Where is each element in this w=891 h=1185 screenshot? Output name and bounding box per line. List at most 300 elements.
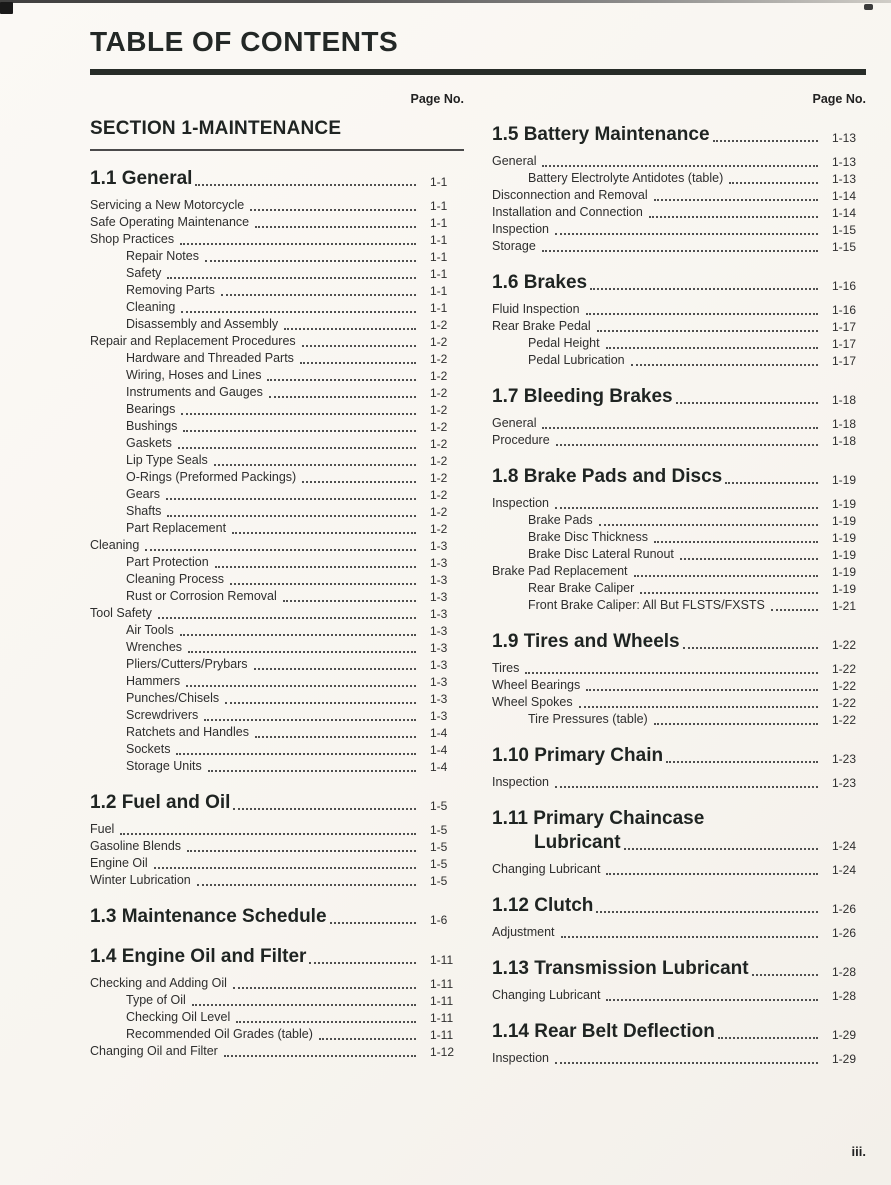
toc-entry-page-number: 1-19 xyxy=(832,582,857,596)
dot-leader xyxy=(752,974,818,976)
toc-entry-row xyxy=(90,673,464,690)
toc-entry-label: Cleaning xyxy=(90,538,140,552)
dot-leader xyxy=(302,345,416,347)
toc-entry-row xyxy=(90,316,464,333)
toc-entry-row xyxy=(90,520,464,537)
dot-leader xyxy=(300,362,416,364)
dot-leader xyxy=(597,330,818,332)
toc-heading-label: 1.5 Battery Maintenance xyxy=(492,124,710,145)
dot-leader xyxy=(232,532,416,534)
toc-entry-page-number: 1-3 xyxy=(430,641,448,655)
dot-leader xyxy=(634,575,819,577)
toc-entry-page-number: 1-1 xyxy=(430,267,448,281)
toc-heading-line1: 1.11 Primary Chaincase xyxy=(492,808,705,829)
scan-artifact-top-edge xyxy=(0,0,891,3)
toc-entry-page-number: 1-3 xyxy=(430,624,448,638)
toc-entry-row xyxy=(90,435,464,452)
toc-entry-row xyxy=(90,758,464,775)
dot-leader xyxy=(590,288,818,290)
toc-entry-page-number: 1-1 xyxy=(430,216,448,230)
toc-entry-row xyxy=(492,318,866,335)
dot-leader xyxy=(555,233,818,235)
toc-entry-label: Repair and Replacement Procedures xyxy=(90,334,296,348)
toc-entry-row xyxy=(90,197,464,214)
toc-entry-page-number: 1-3 xyxy=(430,556,448,570)
toc-heading-page-number: 1-5 xyxy=(430,799,448,813)
toc-entry-row xyxy=(492,335,866,352)
toc-entry-label: Brake Pad Replacement xyxy=(492,564,628,578)
toc-entry-row xyxy=(90,486,464,503)
toc-entry-row xyxy=(492,432,866,449)
toc-heading-label: 1.8 Brake Pads and Discs xyxy=(492,466,723,487)
toc-entry-label: Pedal Lubrication xyxy=(528,353,625,367)
toc-entry-row xyxy=(492,221,866,238)
toc-block xyxy=(492,744,866,791)
toc-entry-label: General xyxy=(492,154,537,168)
toc-entry-row xyxy=(90,571,464,588)
dot-leader xyxy=(683,647,818,649)
dot-leader xyxy=(255,226,416,228)
toc-entry-label: Checking and Adding Oil xyxy=(90,976,227,990)
toc-entry-label: Battery Electrolyte Antidotes (table) xyxy=(528,171,724,185)
toc-entry-page-number: 1-11 xyxy=(430,1028,454,1042)
toc-entry-label: Installation and Connection xyxy=(492,205,643,219)
toc-entry-label: Adjustment xyxy=(492,925,555,939)
toc-heading-row xyxy=(492,123,866,147)
toc-entry-page-number: 1-16 xyxy=(832,303,857,317)
toc-entry-label: Instruments and Gauges xyxy=(126,385,263,399)
toc-entry-row xyxy=(90,503,464,520)
toc-entry-label: Gasoline Blends xyxy=(90,839,182,853)
toc-entry-row xyxy=(492,238,866,255)
toc-column-left xyxy=(90,77,464,1071)
toc-block xyxy=(492,123,866,255)
toc-heading-row xyxy=(492,465,866,489)
dot-leader xyxy=(215,566,416,568)
toc-entry-label: Hammers xyxy=(126,674,181,688)
dot-leader xyxy=(204,719,416,721)
toc-entry-page-number: 1-4 xyxy=(430,760,448,774)
toc-entry-page-number: 1-11 xyxy=(430,1011,454,1025)
toc-heading-row xyxy=(90,905,464,929)
toc-block xyxy=(492,465,866,614)
toc-entry-row xyxy=(90,741,464,758)
toc-entry-row xyxy=(492,924,866,941)
dot-leader xyxy=(178,447,416,449)
dot-leader xyxy=(195,184,416,186)
toc-entry-page-number: 1-5 xyxy=(430,823,448,837)
toc-entry-label: Repair Notes xyxy=(126,249,199,263)
toc-entry-row xyxy=(90,622,464,639)
footer-page-number: iii. xyxy=(851,1144,866,1159)
dot-leader xyxy=(555,1062,818,1064)
blocks xyxy=(492,123,866,1067)
toc-entry-page-number: 1-2 xyxy=(430,420,448,434)
toc-entry-row xyxy=(90,975,464,992)
dot-leader xyxy=(205,260,416,262)
toc-entry-row xyxy=(90,214,464,231)
toc-entry-label: Changing Oil and Filter xyxy=(90,1044,218,1058)
toc-entry-page-number: 1-24 xyxy=(832,863,857,877)
toc-entry-row xyxy=(90,605,464,622)
dot-leader xyxy=(624,848,818,850)
toc-entry-page-number: 1-2 xyxy=(430,454,448,468)
toc-heading-page-number: 1-18 xyxy=(832,393,857,407)
toc-entry-row xyxy=(90,588,464,605)
toc-entry-label: Winter Lubrication xyxy=(90,873,191,887)
toc-entry-page-number: 1-14 xyxy=(832,189,857,203)
toc-entry-row xyxy=(90,1009,464,1026)
toc-entry-row xyxy=(90,707,464,724)
dot-leader xyxy=(771,609,818,611)
toc-entry-row xyxy=(90,248,464,265)
dot-leader xyxy=(166,498,416,500)
toc-entry-page-number: 1-2 xyxy=(430,505,448,519)
toc-heading-row xyxy=(90,167,464,191)
dot-leader xyxy=(183,430,416,432)
toc-entry-page-number: 1-3 xyxy=(430,590,448,604)
dot-leader xyxy=(654,723,818,725)
toc-entry-label: Wheel Bearings xyxy=(492,678,581,692)
dot-leader xyxy=(233,987,416,989)
toc-entry-label: Wheel Spokes xyxy=(492,695,573,709)
toc-entry-label: General xyxy=(492,416,537,430)
toc-heading-page-number: 1-29 xyxy=(832,1028,857,1042)
toc-entry-page-number: 1-14 xyxy=(832,206,857,220)
scan-artifact-corner-blob xyxy=(0,2,13,14)
toc-entry-page-number: 1-2 xyxy=(430,318,448,332)
page-no-label: Page No. xyxy=(410,92,464,106)
toc-heading-row xyxy=(492,957,866,981)
toc-heading-row xyxy=(492,831,866,855)
dot-leader xyxy=(718,1037,818,1039)
toc-entry-page-number: 1-3 xyxy=(430,675,448,689)
toc-entry-row xyxy=(492,546,866,563)
toc-entry-label: Recommended Oil Grades (table) xyxy=(126,1027,313,1041)
toc-entry-row xyxy=(90,992,464,1009)
section-heading: SECTION 1-MAINTENANCE xyxy=(90,117,464,151)
dot-leader xyxy=(729,182,818,184)
toc-entry-label: Shafts xyxy=(126,504,162,518)
toc-entry-label: Cleaning Process xyxy=(126,572,224,586)
dot-leader xyxy=(176,753,416,755)
toc-entry-label: Ratchets and Handles xyxy=(126,725,249,739)
dot-leader xyxy=(254,668,416,670)
toc-entry-row xyxy=(90,639,464,656)
toc-entry-page-number: 1-22 xyxy=(832,662,857,676)
dot-leader xyxy=(654,541,818,543)
toc-entry-row xyxy=(492,774,866,791)
toc-entry-label: Lip Type Seals xyxy=(126,453,208,467)
toc-heading-label: 1.12 Clutch xyxy=(492,895,594,916)
toc-entry-row xyxy=(90,401,464,418)
toc-entry-row xyxy=(492,660,866,677)
toc-heading-label: 1.4 Engine Oil and Filter xyxy=(90,946,307,967)
dot-leader xyxy=(154,867,416,869)
toc-entry-page-number: 1-13 xyxy=(832,172,857,186)
toc-entry-page-number: 1-2 xyxy=(430,352,448,366)
toc-entry-label: Part Replacement xyxy=(126,521,227,535)
toc-entry-page-number: 1-22 xyxy=(832,713,857,727)
dot-leader xyxy=(167,277,416,279)
toc-entry-label: Cleaning xyxy=(126,300,176,314)
toc-entry-label: Part Protection xyxy=(126,555,209,569)
toc-entry-page-number: 1-12 xyxy=(430,1045,455,1059)
toc-entry-row xyxy=(90,282,464,299)
toc-heading-page-number: 1-19 xyxy=(832,473,857,487)
dot-leader xyxy=(555,786,818,788)
dot-leader xyxy=(725,482,818,484)
toc-heading-page-number: 1-23 xyxy=(832,752,857,766)
toc-entry-row xyxy=(492,563,866,580)
dot-leader xyxy=(666,761,818,763)
toc-entry-label: Brake Pads xyxy=(528,513,593,527)
toc-entry-page-number: 1-3 xyxy=(430,658,448,672)
dot-leader xyxy=(283,600,416,602)
toc-entry-label: Disassembly and Assembly xyxy=(126,317,279,331)
dot-leader xyxy=(302,481,416,483)
toc-heading-row xyxy=(492,744,866,768)
dot-leader xyxy=(224,1055,416,1057)
dot-leader xyxy=(525,672,818,674)
toc-entry-page-number: 1-4 xyxy=(430,726,448,740)
dot-leader xyxy=(236,1021,416,1023)
toc-entry-label: Bearings xyxy=(126,402,176,416)
toc-entry-row xyxy=(90,690,464,707)
toc-block xyxy=(492,1020,866,1067)
toc-entry-label: Screwdrivers xyxy=(126,708,199,722)
toc-entry-page-number: 1-29 xyxy=(832,1052,857,1066)
toc-entry-label: Gaskets xyxy=(126,436,172,450)
toc-column-right xyxy=(492,77,866,1071)
toc-heading-page-number: 1-16 xyxy=(832,279,857,293)
toc-entry-page-number: 1-1 xyxy=(430,233,448,247)
toc-entry-label: Changing Lubricant xyxy=(492,862,601,876)
dot-leader xyxy=(713,140,818,142)
toc-entry-row xyxy=(90,724,464,741)
toc-entry-row xyxy=(90,656,464,673)
toc-block xyxy=(90,905,464,929)
toc-entry-page-number: 1-19 xyxy=(832,531,857,545)
toc-entry-page-number: 1-26 xyxy=(832,926,857,940)
toc-block xyxy=(492,894,866,941)
toc-entry-label: Sockets xyxy=(126,742,171,756)
toc-entry-row xyxy=(90,554,464,571)
toc-entry-page-number: 1-2 xyxy=(430,369,448,383)
toc-entry-page-number: 1-3 xyxy=(430,692,448,706)
toc-entry-page-number: 1-19 xyxy=(832,548,857,562)
toc-entry-label: Pedal Height xyxy=(528,336,600,350)
toc-block xyxy=(492,385,866,449)
toc-entry-label: Brake Disc Lateral Runout xyxy=(528,547,674,561)
dot-leader xyxy=(181,311,416,313)
toc-entry-row xyxy=(492,1050,866,1067)
toc-entry-page-number: 1-2 xyxy=(430,471,448,485)
toc-entry-row xyxy=(90,265,464,282)
toc-entry-label: Pliers/Cutters/Prybars xyxy=(126,657,248,671)
dot-leader xyxy=(680,558,818,560)
toc-entry-row xyxy=(90,367,464,384)
toc-entry-page-number: 1-19 xyxy=(832,565,857,579)
dot-leader xyxy=(561,936,818,938)
toc-entry-row xyxy=(492,529,866,546)
dot-leader xyxy=(186,685,416,687)
toc-entry-label: Storage Units xyxy=(126,759,202,773)
dot-leader xyxy=(579,706,818,708)
toc-entry-row xyxy=(492,301,866,318)
toc-entry-row xyxy=(492,987,866,1004)
dot-leader xyxy=(599,524,818,526)
toc-entry-label: Wiring, Hoses and Lines xyxy=(126,368,262,382)
toc-heading-row xyxy=(492,630,866,654)
toc-entry-label: Rust or Corrosion Removal xyxy=(126,589,277,603)
dot-leader xyxy=(255,736,416,738)
toc-entry-row xyxy=(90,350,464,367)
toc-block xyxy=(90,167,464,775)
toc-entry-row xyxy=(492,153,866,170)
toc-heading-label: 1.2 Fuel and Oil xyxy=(90,792,231,813)
dot-leader xyxy=(542,250,818,252)
toc-heading-page-number: 1-28 xyxy=(832,965,857,979)
toc-heading-page-number: 1-24 xyxy=(832,839,857,853)
toc-entry-row xyxy=(90,384,464,401)
blocks xyxy=(90,167,464,1060)
toc-block xyxy=(90,791,464,889)
toc-entry-row xyxy=(492,204,866,221)
toc-entry-row xyxy=(492,861,866,878)
toc-entry-page-number: 1-19 xyxy=(832,514,857,528)
dot-leader xyxy=(542,165,818,167)
toc-entry-page-number: 1-22 xyxy=(832,679,857,693)
toc-entry-row xyxy=(90,231,464,248)
toc-entry-label: Safe Operating Maintenance xyxy=(90,215,250,229)
toc-entry-label: Checking Oil Level xyxy=(126,1010,231,1024)
toc-entry-label: Air Tools xyxy=(126,623,174,637)
toc-entry-row xyxy=(492,495,866,512)
dot-leader xyxy=(180,634,416,636)
dot-leader xyxy=(181,413,416,415)
toc-block xyxy=(492,807,866,878)
toc-entry-page-number: 1-18 xyxy=(832,434,857,448)
toc-entry-page-number: 1-19 xyxy=(832,497,857,511)
toc-entry-row xyxy=(492,677,866,694)
toc-heading-label: 1.9 Tires and Wheels xyxy=(492,631,680,652)
toc-entry-label: Wrenches xyxy=(126,640,183,654)
dot-leader xyxy=(606,873,818,875)
toc-entry-page-number: 1-3 xyxy=(430,573,448,587)
toc-entry-page-number: 1-15 xyxy=(832,240,857,254)
toc-block xyxy=(492,271,866,369)
dot-leader xyxy=(120,833,416,835)
toc-heading-label: 1.14 Rear Belt Deflection xyxy=(492,1021,715,1042)
toc-columns xyxy=(90,77,866,1071)
toc-entry-page-number: 1-2 xyxy=(430,386,448,400)
toc-heading-page-number: 1-1 xyxy=(430,175,448,189)
dot-leader xyxy=(233,808,416,810)
toc-entry-row xyxy=(90,1043,464,1060)
toc-entry-page-number: 1-1 xyxy=(430,284,448,298)
toc-heading-page-number: 1-13 xyxy=(832,131,857,145)
toc-entry-row xyxy=(492,711,866,728)
toc-entry-label: Safety xyxy=(126,266,162,280)
toc-entry-page-number: 1-2 xyxy=(430,403,448,417)
toc-entry-label: Fluid Inspection xyxy=(492,302,580,316)
toc-entry-label: Hardware and Threaded Parts xyxy=(126,351,294,365)
toc-heading-page-number: 1-11 xyxy=(430,953,454,967)
toc-entry-row xyxy=(492,352,866,369)
dot-leader xyxy=(606,999,818,1001)
dot-leader xyxy=(225,702,416,704)
page-no-label: Page No. xyxy=(812,92,866,106)
dot-leader xyxy=(158,617,416,619)
toc-entry-label: Tool Safety xyxy=(90,606,152,620)
title-rule xyxy=(90,69,866,75)
toc-entry-label: Front Brake Caliper: All But FLSTS/FXSTS xyxy=(528,598,765,612)
dot-leader xyxy=(230,583,416,585)
dot-leader xyxy=(631,364,818,366)
dot-leader xyxy=(542,427,818,429)
toc-entry-page-number: 1-3 xyxy=(430,607,448,621)
toc-entry-label: O-Rings (Preformed Packings) xyxy=(126,470,297,484)
toc-heading-label: 1.1 General xyxy=(90,168,193,189)
dot-leader xyxy=(197,884,416,886)
toc-entry-page-number: 1-1 xyxy=(430,301,448,315)
dot-leader xyxy=(180,243,416,245)
toc-entry-label: Disconnection and Removal xyxy=(492,188,648,202)
dot-leader xyxy=(167,515,416,517)
dot-leader xyxy=(208,770,416,772)
dot-leader xyxy=(640,592,818,594)
dot-leader xyxy=(596,911,818,913)
page-title: TABLE OF CONTENTS xyxy=(90,26,399,57)
toc-entry-row xyxy=(492,415,866,432)
dot-leader xyxy=(606,347,818,349)
dot-leader xyxy=(214,464,416,466)
toc-entry-label: Tire Pressures (table) xyxy=(528,712,648,726)
toc-entry-label: Servicing a New Motorcycle xyxy=(90,198,245,212)
toc-entry-page-number: 1-5 xyxy=(430,874,448,888)
toc-entry-page-number: 1-3 xyxy=(430,539,448,553)
toc-entry-label: Shop Practices xyxy=(90,232,175,246)
toc-entry-label: Punches/Chisels xyxy=(126,691,220,705)
toc-heading-row xyxy=(492,1020,866,1044)
toc-entry-label: Brake Disc Thickness xyxy=(528,530,648,544)
toc-entry-label: Rear Brake Caliper xyxy=(528,581,635,595)
toc-entry-page-number: 1-21 xyxy=(832,599,857,613)
toc-heading-row xyxy=(492,894,866,918)
toc-entry-page-number: 1-15 xyxy=(832,223,857,237)
toc-entry-page-number: 1-2 xyxy=(430,522,448,536)
toc-heading-label: Lubricant xyxy=(534,832,621,853)
toc-entry-row xyxy=(90,1026,464,1043)
toc-heading-label: 1.10 Primary Chain xyxy=(492,745,664,766)
toc-entry-label: Fuel xyxy=(90,822,115,836)
toc-heading-page-number: 1-6 xyxy=(430,913,448,927)
toc-entry-label: Procedure xyxy=(492,433,550,447)
toc-entry-page-number: 1-17 xyxy=(832,337,857,351)
dot-leader xyxy=(188,651,416,653)
dot-leader xyxy=(586,689,818,691)
toc-entry-label: Removing Parts xyxy=(126,283,215,297)
toc-entry-row xyxy=(492,580,866,597)
toc-heading-row xyxy=(90,945,464,969)
toc-block xyxy=(492,957,866,1004)
toc-heading-page-number: 1-22 xyxy=(832,638,857,652)
dot-leader xyxy=(330,922,416,924)
dot-leader xyxy=(654,199,818,201)
toc-entry-label: Inspection xyxy=(492,1051,549,1065)
dot-leader xyxy=(284,328,416,330)
